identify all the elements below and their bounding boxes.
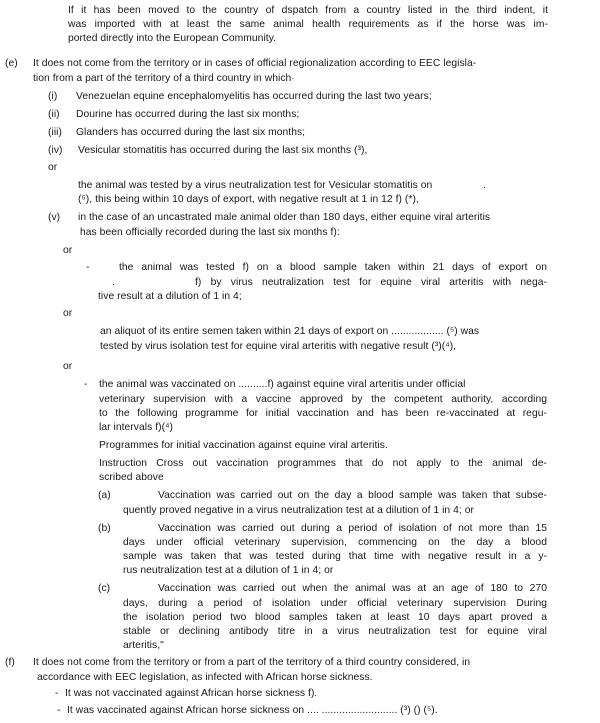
text-line: days under official veterinary supervision, commencing on the day a blood — [123, 537, 547, 548]
text-line: has been officially recorded during the last six months f): — [80, 227, 340, 238]
text-line: arteritis," — [123, 640, 164, 651]
text-line: or — [63, 361, 73, 372]
text-line: - — [84, 379, 88, 390]
text-line: (f) — [5, 657, 15, 668]
text-line: - — [57, 705, 61, 716]
text-line: the isolation period two blood samples taken at least 10 days apart proved a — [123, 612, 547, 623]
text-line: scribed above — [99, 472, 164, 483]
text-line: or — [63, 245, 73, 256]
text-line: quently proved negative in a virus neutralization test at a dilution of 1 in 4; or — [123, 505, 474, 516]
text-line: lar intervals f)(⁴) — [99, 422, 174, 433]
text-line: an aliquot of its entire semen taken within 21 days of export on .................. (⁵) was — [100, 326, 480, 337]
text-line: It does not come from the territory or in cases of official regionalization according to EEC legisla- — [33, 58, 477, 69]
text-line: (iii) — [48, 127, 62, 138]
text-line: It does not come from the territory or from a part of the territory of a third country considered, in — [33, 657, 471, 668]
text-line: Vaccination was carried out on the day a blood sample was taken that subse- — [158, 490, 547, 501]
text-line: tive result at a dilution of 1 in 4; — [98, 291, 242, 302]
text-line: accordance with EEC legislation, as infected with African horse sickness. — [37, 672, 373, 683]
text-line: (e) — [5, 58, 18, 69]
text-line: (v) — [48, 212, 61, 223]
text-line: ported directly into the European Community. — [68, 33, 277, 44]
text-line: tion from a part of the territory of a third country in which· — [33, 73, 295, 84]
text-line: or — [63, 308, 73, 319]
text-line: . — [483, 180, 486, 191]
text-line: (ii) — [48, 109, 60, 120]
text-line: (⁵), this being within 10 days of export, with negative result at 1 in 12 f) (*), — [78, 194, 419, 205]
text-line: Venezuelan equine encephalomyelitis has occurred during the last two years; — [76, 91, 432, 102]
text-line: . — [112, 277, 115, 288]
text-line: stable or declining antibody titre in a virus neutralization test for equine viral — [123, 626, 547, 637]
text-line: (iv) — [48, 145, 63, 156]
text-line: Programmes for initial vaccination against equine viral arteritis. — [99, 440, 388, 451]
text-line: (a) — [98, 490, 111, 501]
text-line: f) by virus neutralization test for equine viral arteritis with nega- — [195, 277, 547, 288]
text-line: (b) — [98, 523, 111, 534]
text-line: If it has been moved to the country of dspatch from a country listed in the third indent, it — [68, 5, 548, 16]
text-line: days, during a period of isolation under official veterinary supervision During — [123, 598, 547, 609]
text-line: (i) — [48, 91, 58, 102]
text-line: (c) — [98, 583, 111, 594]
text-line: to the following programme for initial vaccination and has been re-vaccinated at regu- — [99, 408, 547, 419]
text-line: Vaccination was carried out when the animal was at an age of 180 to 270 — [158, 583, 547, 594]
text-line: Glanders has occurred during the last six months; — [76, 127, 306, 138]
text-line: Vesicular stomatitis has occurred during the last six months (³), — [78, 145, 368, 156]
text-line: in the case of an uncastrated male animal older than 180 days, either equine viral arteritis — [78, 212, 491, 223]
text-line: veterinary supervision with a vaccine approved by the competent authority, according — [99, 394, 547, 405]
text-line: Instruction Cross out vaccination programmes that do not apply to the animal de- — [99, 458, 547, 469]
text-line: - — [86, 262, 90, 273]
text-line: It was vaccinated against African horse sickness on .... .......................... (³) () (⁵). — [67, 705, 438, 716]
text-line: tested by virus isolation test for equine viral arteritis with negative result (³)(⁴), — [100, 341, 457, 352]
text-line: the animal was vaccinated on ..........f) against equine viral arteritis under official — [99, 379, 466, 390]
text-line: was imported with at least the same animal health requirements as if the horse was im- — [68, 19, 548, 30]
text-line: or — [48, 162, 58, 173]
text-line: the animal was tested f) on a blood sample taken within 21 days of export on — [119, 262, 547, 273]
text-line: It was not vaccinated against African horse sickness f). — [65, 688, 318, 699]
text-line: sample was taken that was tested during that time with negative result in a y- — [123, 551, 547, 562]
text-line: Dourine has occurred during the last six months; — [76, 109, 300, 120]
text-line: the animal was tested by a virus neutralization test for Vesicular stomatitis on — [78, 180, 433, 191]
text-line: rus neutralization test at a dilution of 1 in 4; or — [123, 565, 334, 576]
text-line: Vaccination was carried out during a period of isolation of not more than 15 — [158, 523, 547, 534]
text-line: - — [55, 688, 59, 699]
